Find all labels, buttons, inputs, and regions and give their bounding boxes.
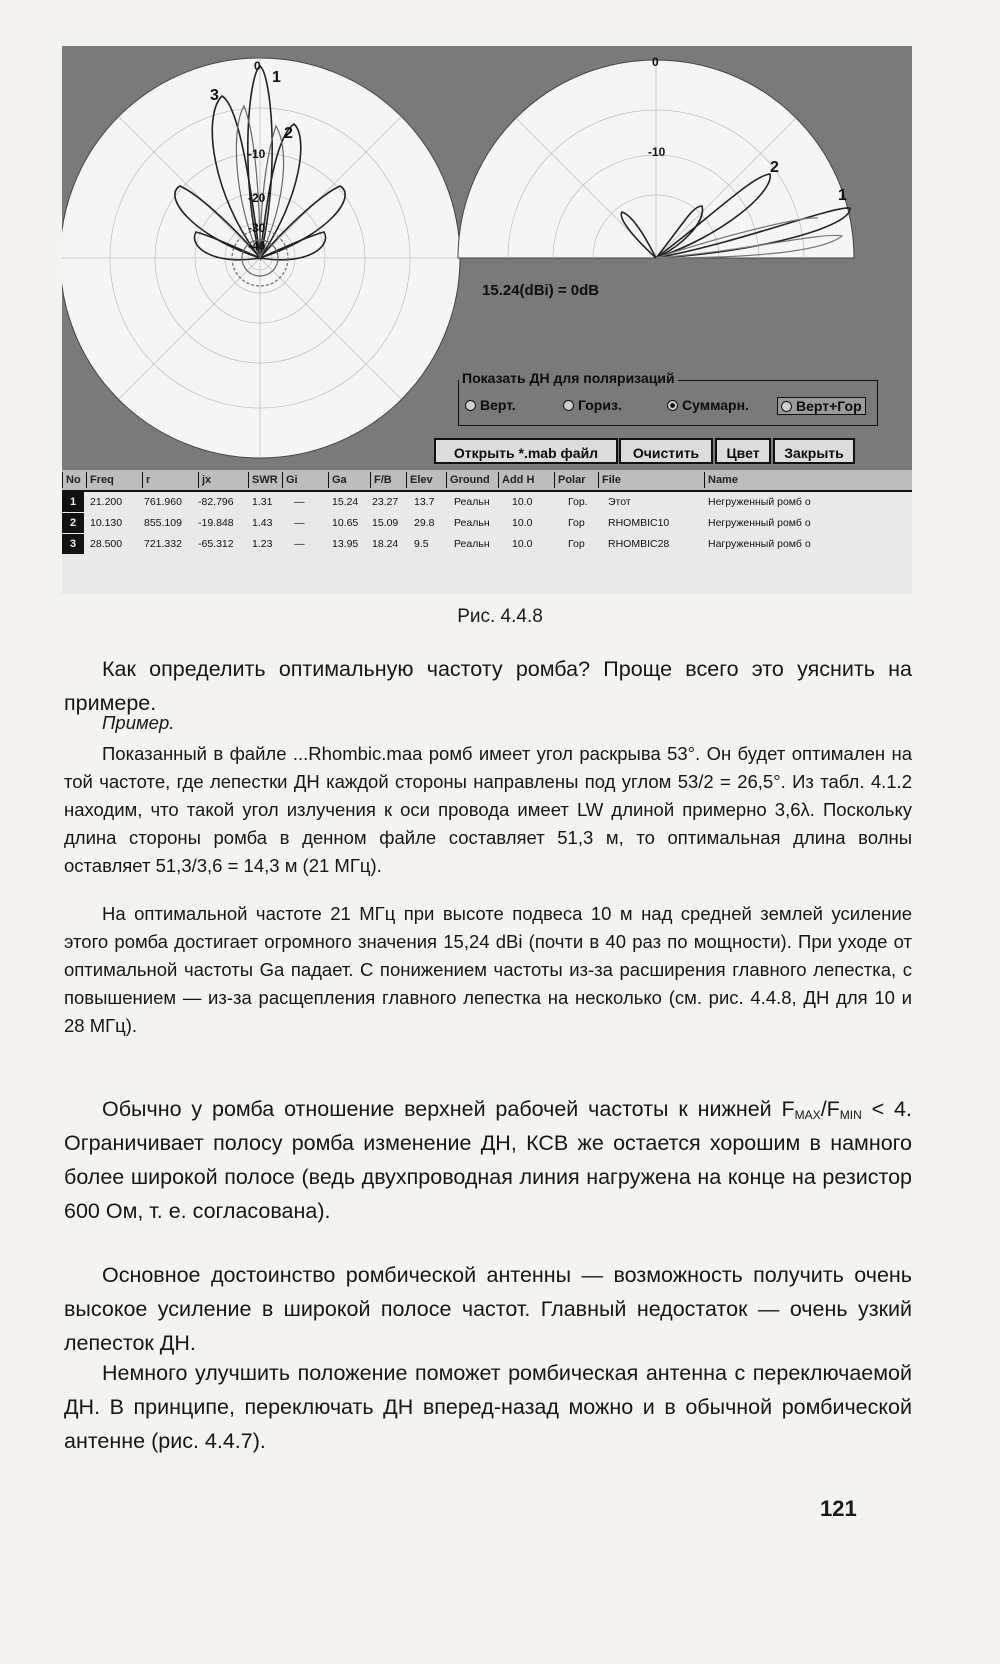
open-mab-file-button[interactable]: Открыть *.mab файл xyxy=(434,438,618,464)
radio-dot-icon xyxy=(563,400,574,411)
radio-horiz-label: Гориз. xyxy=(578,397,622,413)
cell-add-h: 10.0 xyxy=(512,517,533,529)
radio-horiz[interactable] xyxy=(563,397,622,413)
cell-jx: -82.796 xyxy=(198,496,234,508)
cell-swr: 1.23 xyxy=(252,538,273,550)
paragraph-6: Немного улучшить положение поможет ромбическая антенна с переключаемой ДН. В принципе, переключать ДН вперед-назад можно и в обычной ромбической антенне (рис. 4.4.7). xyxy=(64,1361,912,1453)
p4-text-c: < 4. Ограничивает полосу ромба изменение ДН, КСВ же остается хорошим в намного более широкой полосе (ведь двухпроводная линия нагружена на конце на резистор 600 Ом, т. е. согласована). xyxy=(64,1097,912,1223)
gain-reference-label: 15.24(dBi) = 0dB xyxy=(482,282,600,299)
p4-text-a: Обычно у ромба отношение верхней рабочей частоты к нижней F xyxy=(102,1097,795,1121)
example-label: Пример. xyxy=(102,712,175,733)
cell-file: RHOMBIC10 xyxy=(608,517,670,529)
clear-button[interactable]: Очистить xyxy=(619,438,713,464)
right-ring-label-10: -10 xyxy=(648,145,666,159)
col-add-h[interactable]: Add H xyxy=(498,472,554,488)
right-lobe-label-1: 1 xyxy=(838,187,847,204)
col-gi[interactable]: Gi xyxy=(282,472,328,488)
cell-name: Нагруженный ромб о xyxy=(708,538,811,550)
radio-vert-horiz[interactable] xyxy=(777,397,866,415)
cell-freq: 10.130 xyxy=(90,517,123,529)
col-jx[interactable]: jx xyxy=(198,472,248,488)
left-ring-label-30: -30 xyxy=(248,221,266,235)
paragraph-1: Как определить оптимальную частоту ромба? Проще всего это уяснить на примере. xyxy=(64,657,912,715)
cell-file: RHOMBIC28 xyxy=(608,538,670,550)
cell-polar: Гор xyxy=(568,538,585,550)
col-file[interactable]: File xyxy=(598,472,704,488)
radio-vert-label: Верт. xyxy=(480,397,516,413)
cell-ga: 10.65 xyxy=(332,517,359,529)
right-ring-label-0: 0 xyxy=(652,55,659,69)
row-number: 2 xyxy=(62,513,84,533)
radio-sum-label: Суммарн. xyxy=(682,397,749,413)
left-lobe-label-3: 3 xyxy=(210,87,219,104)
page-number: 121 xyxy=(820,1496,857,1521)
col-ga[interactable]: Ga xyxy=(328,472,370,488)
left-ring-label-40: -40 xyxy=(248,239,266,253)
radio-dot-icon xyxy=(781,401,792,412)
radio-sum[interactable] xyxy=(667,397,749,413)
col-r[interactable]: r xyxy=(142,472,198,488)
cell-ground: Реальн xyxy=(454,517,490,529)
cell-ga: 13.95 xyxy=(332,538,359,550)
left-ring-label-20: -20 xyxy=(248,191,266,205)
cell-gi: — xyxy=(294,517,305,529)
row-number: 3 xyxy=(62,534,84,554)
cell-gi: — xyxy=(294,496,305,508)
cell-fb: 23.27 xyxy=(372,496,399,508)
left-lobe-label-2: 2 xyxy=(284,125,293,142)
close-button[interactable]: Закрыть xyxy=(773,438,855,464)
cell-file: Этот xyxy=(608,496,631,508)
cell-gi: — xyxy=(294,538,305,550)
cell-freq: 21.200 xyxy=(90,496,123,508)
paragraph-2: Показанный в файле ...Rhombic.maa ромб имеет угол раскрыва 53°. Он будет оптимален на той частоте, где лепестки ДН каждой стороны направлены под углом 53/2 = 26,5°. Из табл. 4.1.2 находим, что такой угол излучения к оси провода имеет LW длиной примерно 3,6λ. Поскольку длина стороны ромба в денном файле составляет 51,3 м, то оптимальная длина волны оставляет 51,3/3,6 = 14,3 м (21 МГц). xyxy=(64,743,912,876)
polarization-group xyxy=(458,370,878,426)
right-polar-plot xyxy=(458,55,854,258)
p4-text-b: /F xyxy=(820,1097,840,1121)
cell-r: 855.109 xyxy=(144,517,182,529)
cell-r: 721.332 xyxy=(144,538,182,550)
radio-dot-icon xyxy=(465,400,476,411)
p4-sub-max: MAX xyxy=(794,1108,821,1122)
cell-fb: 18.24 xyxy=(372,538,399,550)
cell-swr: 1.43 xyxy=(252,517,273,529)
cell-add-h: 10.0 xyxy=(512,538,533,550)
left-polar-plot xyxy=(62,58,460,458)
radio-dot-selected-icon xyxy=(667,400,678,411)
results-table xyxy=(62,470,912,594)
paragraph-3: На оптимальной частоте 21 МГц при высоте подвеса 10 м над средней землей усиление этого ромба достигает огромного значения 15,24 dBi (почти в 40 раз по мощности). При уходе от оптимальной частоты Ga падает. С понижением частоты из-за расширения главного лепестка, с повышением — из-за расщепления главного лепестка на несколько (см. рис. 4.4.8, ДН для 10 и 28 МГц). xyxy=(64,903,912,1036)
col-freq[interactable]: Freq xyxy=(86,472,142,488)
cell-ground: Реальн xyxy=(454,538,490,550)
cell-polar: Гор xyxy=(568,517,585,529)
antenna-pattern-screenshot xyxy=(62,46,912,594)
table-header xyxy=(62,470,912,492)
paragraph-4 xyxy=(64,1092,912,1228)
cell-swr: 1.31 xyxy=(252,496,273,508)
radio-vert[interactable] xyxy=(465,397,516,413)
cell-freq: 28.500 xyxy=(90,538,123,550)
table-row[interactable] xyxy=(62,534,912,554)
polarization-group-title: Показать ДН для поляризаций xyxy=(459,370,678,386)
right-lobe-label-2: 2 xyxy=(770,159,779,176)
col-polar[interactable]: Polar xyxy=(554,472,598,488)
cell-r: 761.960 xyxy=(144,496,182,508)
col-no[interactable]: No xyxy=(62,472,86,488)
row-number: 1 xyxy=(62,492,84,512)
cell-elev: 29.8 xyxy=(414,517,435,529)
cell-name: Негруженный ромб о xyxy=(708,517,811,529)
cell-jx: -19.848 xyxy=(198,517,234,529)
cell-name: Негруженный ромб о xyxy=(708,496,811,508)
color-button[interactable]: Цвет xyxy=(715,438,771,464)
p4-sub-min: MIN xyxy=(839,1108,862,1122)
cell-polar: Гор. xyxy=(568,496,588,508)
col-ground[interactable]: Ground xyxy=(446,472,498,488)
left-lobe-label-1: 1 xyxy=(272,69,281,86)
figure-caption: Рис. 4.4.8 xyxy=(457,606,543,627)
table-row[interactable] xyxy=(62,513,912,533)
cell-elev: 9.5 xyxy=(414,538,429,550)
col-name[interactable]: Name xyxy=(704,472,912,488)
cell-ga: 15.24 xyxy=(332,496,359,508)
cell-elev: 13.7 xyxy=(414,496,435,508)
cell-ground: Реальн xyxy=(454,496,490,508)
paragraph-5: Основное достоинство ромбической антенны — возможность получить очень высокое усиление в широкой полосе частот. Главный недостаток — очень узкий лепесток ДН. xyxy=(64,1263,912,1355)
table-row[interactable] xyxy=(62,492,912,512)
radio-vert-horiz-label: Верт+Гор xyxy=(796,398,862,414)
col-swr[interactable]: SWR xyxy=(248,472,282,488)
col-elev[interactable]: Elev xyxy=(406,472,446,488)
cell-jx: -65.312 xyxy=(198,538,234,550)
left-ring-label-10: -10 xyxy=(248,147,266,161)
cell-add-h: 10.0 xyxy=(512,496,533,508)
col-fb[interactable]: F/B xyxy=(370,472,406,488)
cell-fb: 15.09 xyxy=(372,517,399,529)
left-ring-label-0: 0 xyxy=(254,59,261,73)
